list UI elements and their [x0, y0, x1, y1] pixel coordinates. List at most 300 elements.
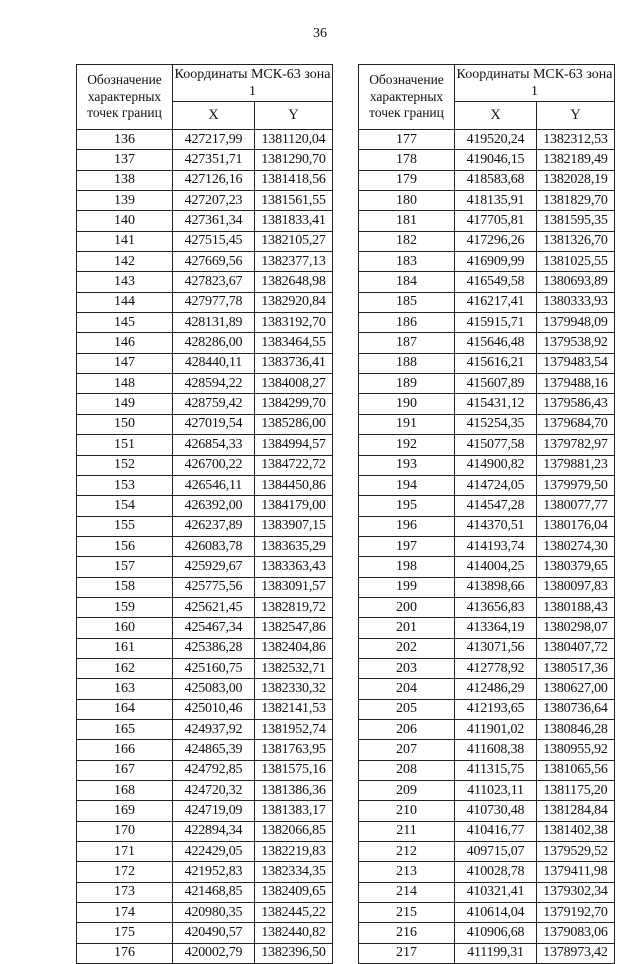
coords-header: Координаты МСК-63 зона 1 — [455, 65, 615, 102]
point-number-cell: 147 — [77, 353, 173, 373]
y-coordinate-cell: 1383363,43 — [255, 557, 333, 577]
table-row — [77, 394, 333, 414]
table-row — [359, 292, 615, 312]
x-coordinate-cell: 427019,54 — [173, 414, 255, 434]
point-number-cell: 165 — [77, 719, 173, 739]
point-number-cell: 144 — [77, 292, 173, 312]
point-number-cell: 150 — [77, 414, 173, 434]
x-coordinate-cell: 413656,83 — [455, 597, 537, 617]
point-number-cell: 138 — [77, 170, 173, 190]
y-coordinate-cell: 1380274,30 — [537, 536, 615, 556]
table-row — [77, 536, 333, 556]
table-row — [359, 516, 615, 536]
point-number-cell: 173 — [77, 882, 173, 902]
point-number-cell: 184 — [359, 272, 455, 292]
x-coordinate-cell: 411023,11 — [455, 781, 537, 801]
table-row — [359, 536, 615, 556]
x-coordinate-cell: 420490,57 — [173, 923, 255, 943]
table-row — [359, 272, 615, 292]
table-row — [359, 719, 615, 739]
point-number-cell: 151 — [77, 435, 173, 455]
x-coordinate-cell: 421468,85 — [173, 882, 255, 902]
table-row — [359, 842, 615, 862]
x-coordinate-cell: 425621,45 — [173, 597, 255, 617]
point-number-cell: 152 — [77, 455, 173, 475]
x-coordinate-cell: 410416,77 — [455, 821, 537, 841]
table-row — [77, 862, 333, 882]
table-row — [77, 943, 333, 963]
table-row — [77, 130, 333, 150]
y-coordinate-cell: 1381833,41 — [255, 211, 333, 231]
table-row — [77, 801, 333, 821]
point-number-cell: 196 — [359, 516, 455, 536]
x-coordinate-cell: 421952,83 — [173, 862, 255, 882]
x-coordinate-cell: 412778,92 — [455, 658, 537, 678]
y-coordinate-cell: 1379684,70 — [537, 414, 615, 434]
y-coordinate-cell: 1382028,19 — [537, 170, 615, 190]
y-coordinate-cell: 1380379,65 — [537, 557, 615, 577]
x-coordinate-cell: 415646,48 — [455, 333, 537, 353]
y-coordinate-cell: 1385286,00 — [255, 414, 333, 434]
point-number-cell: 195 — [359, 496, 455, 516]
point-number-cell: 169 — [77, 801, 173, 821]
table-row — [77, 272, 333, 292]
table-row — [77, 231, 333, 251]
y-coordinate-cell: 1384722,72 — [255, 455, 333, 475]
table-row — [359, 821, 615, 841]
x-coordinate-cell: 425083,00 — [173, 679, 255, 699]
x-coordinate-cell: 411199,31 — [455, 943, 537, 963]
table-row — [359, 170, 615, 190]
point-number-cell: 191 — [359, 414, 455, 434]
table-row — [77, 923, 333, 943]
point-number-cell: 166 — [77, 740, 173, 760]
x-coordinate-cell: 418135,91 — [455, 191, 537, 211]
y-coordinate-cell: 1381065,56 — [537, 760, 615, 780]
x-coordinate-cell: 425160,75 — [173, 658, 255, 678]
point-number-cell: 160 — [77, 618, 173, 638]
point-number-cell: 148 — [77, 374, 173, 394]
y-coordinate-cell: 1380627,00 — [537, 679, 615, 699]
x-coordinate-cell: 425775,56 — [173, 577, 255, 597]
point-number-cell: 155 — [77, 516, 173, 536]
point-label-header: Обозначение характерных точек границ — [359, 65, 455, 130]
x-coordinate-cell: 411315,75 — [455, 760, 537, 780]
x-coordinate-cell: 428286,00 — [173, 333, 255, 353]
x-coordinate-cell: 428131,89 — [173, 313, 255, 333]
point-number-cell: 167 — [77, 760, 173, 780]
point-number-cell: 141 — [77, 231, 173, 251]
x-coordinate-cell: 424719,09 — [173, 801, 255, 821]
y-coordinate-cell: 1382105,27 — [255, 231, 333, 251]
y-coordinate-cell: 1380298,07 — [537, 618, 615, 638]
table-row — [77, 455, 333, 475]
point-number-cell: 194 — [359, 475, 455, 495]
y-coordinate-cell: 1382066,85 — [255, 821, 333, 841]
table-row — [359, 313, 615, 333]
point-number-cell: 207 — [359, 740, 455, 760]
x-coordinate-cell: 414370,51 — [455, 516, 537, 536]
x-coordinate-cell: 422429,05 — [173, 842, 255, 862]
x-coordinate-cell: 411608,38 — [455, 740, 537, 760]
table-row — [77, 699, 333, 719]
coordinates-table-right — [358, 64, 615, 964]
x-coordinate-cell: 415616,21 — [455, 353, 537, 373]
x-coordinate-cell: 415607,89 — [455, 374, 537, 394]
coords-header: Координаты МСК-63 зона 1 — [173, 65, 333, 102]
table-row — [77, 719, 333, 739]
table-row — [359, 455, 615, 475]
point-number-cell: 205 — [359, 699, 455, 719]
point-number-cell: 209 — [359, 781, 455, 801]
table-row — [77, 516, 333, 536]
x-coordinate-cell: 427351,71 — [173, 150, 255, 170]
x-coordinate-cell: 412486,29 — [455, 679, 537, 699]
y-coordinate-cell: 1379192,70 — [537, 903, 615, 923]
y-coordinate-cell: 1380955,92 — [537, 740, 615, 760]
y-coordinate-cell: 1382219,83 — [255, 842, 333, 862]
table-row — [77, 313, 333, 333]
x-coordinate-cell: 419046,15 — [455, 150, 537, 170]
y-coordinate-cell: 1382404,86 — [255, 638, 333, 658]
x-coordinate-cell: 416217,41 — [455, 292, 537, 312]
point-number-cell: 203 — [359, 658, 455, 678]
y-coordinate-cell: 1381326,70 — [537, 231, 615, 251]
point-number-cell: 170 — [77, 821, 173, 841]
table-row — [359, 394, 615, 414]
y-coordinate-cell: 1381402,38 — [537, 821, 615, 841]
y-coordinate-cell: 1383192,70 — [255, 313, 333, 333]
point-number-cell: 142 — [77, 252, 173, 272]
table-row — [77, 353, 333, 373]
table-row — [77, 638, 333, 658]
table-row — [77, 150, 333, 170]
x-coordinate-cell: 426700,22 — [173, 455, 255, 475]
x-coordinate-cell: 420980,35 — [173, 903, 255, 923]
x-coordinate-cell: 415077,58 — [455, 435, 537, 455]
point-number-cell: 193 — [359, 455, 455, 475]
table-row — [77, 760, 333, 780]
table-row — [359, 903, 615, 923]
x-coordinate-cell: 415915,71 — [455, 313, 537, 333]
table-row — [77, 374, 333, 394]
y-coordinate-cell: 1382819,72 — [255, 597, 333, 617]
point-number-cell: 168 — [77, 781, 173, 801]
y-coordinate-cell: 1382920,84 — [255, 292, 333, 312]
table-row — [77, 414, 333, 434]
x-coordinate-cell: 427207,23 — [173, 191, 255, 211]
point-number-cell: 177 — [359, 130, 455, 150]
table-row — [359, 882, 615, 902]
point-number-cell: 161 — [77, 638, 173, 658]
table-row — [77, 679, 333, 699]
x-coordinate-cell: 424937,92 — [173, 719, 255, 739]
table-row — [77, 211, 333, 231]
table-row — [359, 496, 615, 516]
x-coordinate-cell: 412193,65 — [455, 699, 537, 719]
x-coordinate-cell: 424792,85 — [173, 760, 255, 780]
x-coordinate-cell: 413898,66 — [455, 577, 537, 597]
y-coordinate-cell: 1380097,83 — [537, 577, 615, 597]
x-coordinate-cell: 415254,35 — [455, 414, 537, 434]
table-row — [77, 557, 333, 577]
y-coordinate-cell: 1379586,43 — [537, 394, 615, 414]
point-number-cell: 146 — [77, 333, 173, 353]
x-coordinate-cell: 424865,39 — [173, 740, 255, 760]
table-row — [77, 842, 333, 862]
point-number-cell: 143 — [77, 272, 173, 292]
point-number-cell: 202 — [359, 638, 455, 658]
y-coordinate-cell: 1382648,98 — [255, 272, 333, 292]
table-row — [77, 821, 333, 841]
x-coordinate-cell: 410906,68 — [455, 923, 537, 943]
table-row — [359, 760, 615, 780]
y-coordinate-cell: 1381386,36 — [255, 781, 333, 801]
point-number-cell: 176 — [77, 943, 173, 963]
y-coordinate-cell: 1380693,89 — [537, 272, 615, 292]
y-coordinate-cell: 1381561,55 — [255, 191, 333, 211]
y-coordinate-cell: 1383635,29 — [255, 536, 333, 556]
x-coordinate-cell: 426392,00 — [173, 496, 255, 516]
y-coordinate-cell: 1382532,71 — [255, 658, 333, 678]
x-coordinate-cell: 410614,04 — [455, 903, 537, 923]
table-row — [77, 597, 333, 617]
y-coordinate-cell: 1382141,53 — [255, 699, 333, 719]
y-coordinate-cell: 1381290,70 — [255, 150, 333, 170]
point-number-cell: 189 — [359, 374, 455, 394]
table-row — [77, 333, 333, 353]
point-number-cell: 182 — [359, 231, 455, 251]
y-coordinate-cell: 1383907,15 — [255, 516, 333, 536]
x-coordinate-cell: 410730,48 — [455, 801, 537, 821]
y-coordinate-cell: 1381383,17 — [255, 801, 333, 821]
y-coordinate-cell: 1381763,95 — [255, 740, 333, 760]
y-coordinate-cell: 1384008,27 — [255, 374, 333, 394]
table-row — [77, 252, 333, 272]
point-number-cell: 149 — [77, 394, 173, 414]
y-coordinate-cell: 1381025,55 — [537, 252, 615, 272]
point-number-cell: 174 — [77, 903, 173, 923]
y-coordinate-cell: 1382409,65 — [255, 882, 333, 902]
y-coordinate-cell: 1379302,34 — [537, 882, 615, 902]
point-number-cell: 179 — [359, 170, 455, 190]
x-header: X — [173, 102, 255, 130]
y-coordinate-cell: 1380517,36 — [537, 658, 615, 678]
table-row — [359, 801, 615, 821]
y-coordinate-cell: 1379979,50 — [537, 475, 615, 495]
x-coordinate-cell: 424720,32 — [173, 781, 255, 801]
table-row — [359, 231, 615, 251]
point-number-cell: 212 — [359, 842, 455, 862]
y-coordinate-cell: 1379488,16 — [537, 374, 615, 394]
table-row — [359, 333, 615, 353]
table-row — [359, 923, 615, 943]
coordinates-table-left — [76, 64, 333, 964]
point-number-cell: 210 — [359, 801, 455, 821]
point-number-cell: 211 — [359, 821, 455, 841]
table-row — [359, 862, 615, 882]
table-row — [77, 435, 333, 455]
x-coordinate-cell: 410321,41 — [455, 882, 537, 902]
x-coordinate-cell: 414004,25 — [455, 557, 537, 577]
point-number-cell: 136 — [77, 130, 173, 150]
table-row — [77, 475, 333, 495]
table-row — [359, 577, 615, 597]
x-coordinate-cell: 426546,11 — [173, 475, 255, 495]
x-coordinate-cell: 414193,74 — [455, 536, 537, 556]
x-coordinate-cell: 425386,28 — [173, 638, 255, 658]
y-coordinate-cell: 1382330,32 — [255, 679, 333, 699]
y-coordinate-cell: 1380188,43 — [537, 597, 615, 617]
table-row — [77, 170, 333, 190]
table-row — [359, 658, 615, 678]
y-coordinate-cell: 1381120,04 — [255, 130, 333, 150]
x-coordinate-cell: 425467,34 — [173, 618, 255, 638]
x-coordinate-cell: 414724,05 — [455, 475, 537, 495]
y-coordinate-cell: 1380407,72 — [537, 638, 615, 658]
point-number-cell: 156 — [77, 536, 173, 556]
x-coordinate-cell: 418583,68 — [455, 170, 537, 190]
point-number-cell: 187 — [359, 333, 455, 353]
point-number-cell: 181 — [359, 211, 455, 231]
x-coordinate-cell: 416549,58 — [455, 272, 537, 292]
x-coordinate-cell: 419520,24 — [455, 130, 537, 150]
table-row — [77, 882, 333, 902]
y-coordinate-cell: 1383091,57 — [255, 577, 333, 597]
y-header: Y — [537, 102, 615, 130]
table-row — [359, 781, 615, 801]
table-row — [359, 597, 615, 617]
y-coordinate-cell: 1382547,86 — [255, 618, 333, 638]
point-number-cell: 201 — [359, 618, 455, 638]
x-coordinate-cell: 417296,26 — [455, 231, 537, 251]
table-row — [77, 658, 333, 678]
table-row — [359, 638, 615, 658]
y-coordinate-cell: 1382189,49 — [537, 150, 615, 170]
y-coordinate-cell: 1381175,20 — [537, 781, 615, 801]
point-number-cell: 180 — [359, 191, 455, 211]
x-coordinate-cell: 416909,99 — [455, 252, 537, 272]
y-coordinate-cell: 1382445,22 — [255, 903, 333, 923]
x-coordinate-cell: 415431,12 — [455, 394, 537, 414]
y-coordinate-cell: 1383464,55 — [255, 333, 333, 353]
point-number-cell: 172 — [77, 862, 173, 882]
x-coordinate-cell: 427515,45 — [173, 231, 255, 251]
y-coordinate-cell: 1381284,84 — [537, 801, 615, 821]
y-coordinate-cell: 1379529,52 — [537, 842, 615, 862]
table-row — [359, 618, 615, 638]
point-number-cell: 208 — [359, 760, 455, 780]
y-coordinate-cell: 1381575,16 — [255, 760, 333, 780]
y-coordinate-cell: 1384179,00 — [255, 496, 333, 516]
point-number-cell: 178 — [359, 150, 455, 170]
y-coordinate-cell: 1384450,86 — [255, 475, 333, 495]
table-row — [359, 353, 615, 373]
x-coordinate-cell: 413071,56 — [455, 638, 537, 658]
y-coordinate-cell: 1381418,56 — [255, 170, 333, 190]
point-number-cell: 163 — [77, 679, 173, 699]
y-coordinate-cell: 1382396,50 — [255, 943, 333, 963]
table-row — [77, 781, 333, 801]
table-body-left — [77, 130, 333, 964]
y-coordinate-cell: 1379948,09 — [537, 313, 615, 333]
table-row — [359, 414, 615, 434]
y-coordinate-cell: 1380846,28 — [537, 719, 615, 739]
table-row — [359, 740, 615, 760]
table-row — [359, 943, 615, 963]
table-row — [359, 191, 615, 211]
x-header: X — [455, 102, 537, 130]
table-row — [77, 903, 333, 923]
point-number-cell: 199 — [359, 577, 455, 597]
point-number-cell: 164 — [77, 699, 173, 719]
x-coordinate-cell: 428759,42 — [173, 394, 255, 414]
x-coordinate-cell: 427126,16 — [173, 170, 255, 190]
point-number-cell: 139 — [77, 191, 173, 211]
point-number-cell: 159 — [77, 597, 173, 617]
y-coordinate-cell: 1379083,06 — [537, 923, 615, 943]
table-row — [359, 252, 615, 272]
x-coordinate-cell: 425010,46 — [173, 699, 255, 719]
x-coordinate-cell: 426237,89 — [173, 516, 255, 536]
table-row — [359, 699, 615, 719]
y-coordinate-cell: 1382312,53 — [537, 130, 615, 150]
point-number-cell: 204 — [359, 679, 455, 699]
table-row — [359, 374, 615, 394]
point-number-cell: 215 — [359, 903, 455, 923]
point-number-cell: 200 — [359, 597, 455, 617]
table-row — [359, 150, 615, 170]
x-coordinate-cell: 427823,67 — [173, 272, 255, 292]
table-row — [77, 191, 333, 211]
point-number-cell: 188 — [359, 353, 455, 373]
y-coordinate-cell: 1380176,04 — [537, 516, 615, 536]
point-number-cell: 154 — [77, 496, 173, 516]
x-coordinate-cell: 422894,34 — [173, 821, 255, 841]
point-number-cell: 216 — [359, 923, 455, 943]
point-number-cell: 153 — [77, 475, 173, 495]
y-coordinate-cell: 1380077,77 — [537, 496, 615, 516]
y-coordinate-cell: 1379411,98 — [537, 862, 615, 882]
x-coordinate-cell: 417705,81 — [455, 211, 537, 231]
table-row — [77, 740, 333, 760]
point-number-cell: 185 — [359, 292, 455, 312]
y-coordinate-cell: 1384994,57 — [255, 435, 333, 455]
y-coordinate-cell: 1379483,54 — [537, 353, 615, 373]
table-row — [77, 292, 333, 312]
point-number-cell: 171 — [77, 842, 173, 862]
table-row — [77, 577, 333, 597]
point-number-cell: 190 — [359, 394, 455, 414]
point-number-cell: 162 — [77, 658, 173, 678]
point-number-cell: 217 — [359, 943, 455, 963]
y-coordinate-cell: 1379538,92 — [537, 333, 615, 353]
x-coordinate-cell: 426083,78 — [173, 536, 255, 556]
point-label-header: Обозначение характерных точек границ — [77, 65, 173, 130]
x-coordinate-cell: 414900,82 — [455, 455, 537, 475]
y-coordinate-cell: 1383736,41 — [255, 353, 333, 373]
x-coordinate-cell: 427977,78 — [173, 292, 255, 312]
point-number-cell: 183 — [359, 252, 455, 272]
point-number-cell: 214 — [359, 882, 455, 902]
x-coordinate-cell: 409715,07 — [455, 842, 537, 862]
table-row — [359, 435, 615, 455]
x-coordinate-cell: 414547,28 — [455, 496, 537, 516]
y-coordinate-cell: 1380333,93 — [537, 292, 615, 312]
x-coordinate-cell: 428594,22 — [173, 374, 255, 394]
x-coordinate-cell: 427669,56 — [173, 252, 255, 272]
x-coordinate-cell: 410028,78 — [455, 862, 537, 882]
